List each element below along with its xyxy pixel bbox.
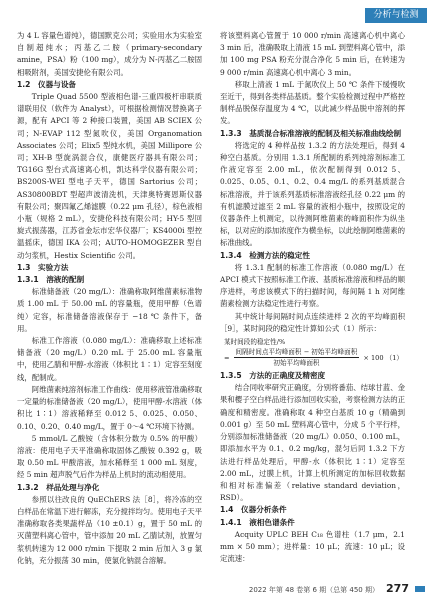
page-footer: [0, 582, 427, 600]
paragraph: Acquity UPLC BEH C₁₈ 色谱柱（1.7 μm，2.1 mm × 50 mm）；进样量：10 μL；流速：10 μL；设定流速：: [220, 529, 405, 564]
heading-1-3-3: 1.3.3 基质混合标准溶液的配制及相关标准曲线绘制: [220, 128, 402, 138]
footer-accent-bar: [415, 586, 425, 592]
paragraph: 5 mmol/L 乙酸铵（含体积分数为 0.5% 的甲酸）溶液：使用电子天平准确称取固体乙酸铵 0.392 g，吸取 0.50 mL 甲酸溶液，加水稀释至 1 000 mL 刻度，经 5 min 超声脱气后作为样品上机时的流动相使用。: [17, 433, 202, 480]
paragraph: 标准储备液（20 mg/L）：准确称取阿维菌素标准物质 1.00 mL 于 50.00 mL 的容量瓶，使用甲醇（色谱纯）定容，标准储备溶液保存于 −18 ℃ 条件下，备用。: [17, 287, 202, 333]
section-tag: 分析与检测: [365, 8, 427, 23]
formula-numerator: 间隔时间点平均峰面积 − 初始平均峰面积: [235, 348, 358, 357]
paragraph: 参照以往改良的 QuEChERS 法［8］，将冷冻的空白样品在常温下进行解冻，充分搅拌均匀。使用电子天平准确称取各类果蔬样品（10 ±0.1）g，置于 50 mL 的灭菌塑料离心管中，管中添加 20 mL 乙腈试剂，放置匀浆机转速为 12 000 r/min 下提取 2 min 后加入 3 g 氯化钠，充分振荡 30 min，使氯化钠混合溶解。: [17, 494, 202, 565]
paragraph: 移取上清液 1 mL 于氮吹仪上 50 ℃ 条件下缓慢吹至近干，得到各类样品基质。整个实验检测过程中严格控制样品脱保存温度为 4 ℃，以此减少样品脱中溶剂的挥发。: [220, 79, 405, 126]
heading-1-3-4: 1.3.4 检测方法的稳定性: [220, 250, 310, 260]
formula-lhs: 某时间段的稳定性/%: [224, 338, 286, 347]
heading-1-4: 1.4 仪器分析条件: [220, 505, 287, 515]
heading-1-3: 1.3 实验方法: [17, 262, 69, 272]
formula-denominator: 初始平均峰面积: [273, 359, 320, 368]
paragraph: Triple Quad 5500 型液相色谱-三重四极杆串联质谱联用仪（软件为 Analyst），可根据检测情况替换离子源，配有 APCI 等 2 种接口装置，美国 AB SCIEX 公司；N-EVAP 112 型氮吹仪，美国 Organomation Associates 公司；Elix5 型纯水机，美国 Millipore 公司；XH-B 型旋涡混合仪，康健医疗器具有限公司；TG16G 型台式高速离心机，凯达科学仪器有限公司；BS200S-WEI 型电子天平，德国 Sartorius 公司；AS30800BDT 型超声波清洗机，天津奥特赛恩斯仪器有限公司；聚四氟乙烯滤膜（0.22 μm 孔径），棕色液相小瓶（规格 2 mL），安捷伦科技有限公司；HY-5 型回旋式振荡器，江苏省金坛市宏华仪器厂；KS4000i 型控温摇床，德国 IKA 公司；AUTO-HOMOGEZER 型自动匀浆机，Hestix Scientific 公司。: [17, 92, 202, 260]
issue-info: 2022 年第 48 卷第 6 期（总第 450 期）: [248, 586, 379, 594]
paragraph: 结合同收率研究正确度，分别将番茄、结球甘蓝、金果和樱子空白样品进行添加回收实验，考察检测方法的正确度和精密度。准确称取 4 种空白基质 10 g（精确到 0.001 g）至 50 mL 塑料离心管中，分成 5 个平行样，分别添加标准储备液（20 mg/L）0.050、0.100 mL，即添加水平为 0.1、0.2 mg/kg，混匀后同 1.3.2 下方法进行样品处理后，甲醇-水（体积比 1∶1）定容至 2.00 mL，过膜上机，计算上机所测定的加标回收数据和相对标准偏差（relative standard deviation，RSD）。: [220, 383, 405, 503]
paragraph: 将该塑料离心管置于 10 000 r/min 高速离心机中离心 3 min 后，准确吸取上清液 15 mL 到塑料离心管中，添加 100 mg PSA 粉充分混合净化 5 min 后，在转速为 9 000 r/min 高速离心机中离心 3 min。: [220, 31, 405, 77]
heading-1-3-1: 1.3.1 溶液的配制: [17, 275, 85, 285]
paragraph: 将 1.3.1 配制的标准工作溶液（0.080 mg/L）在 APCI 模式下按照标准工作液、基质标准溶液和样品的顺序进样，考虑该模式下的扫描时间，每间隔 1 h 对阿维菌素检测方法稳定性进行考察。: [220, 262, 405, 309]
paragraph: 其中统计每间隔时间点连续进样 2 次的平均峰面积［9］，某时间段的稳定性计算如公式（1）所示：: [220, 311, 405, 333]
heading-1-2: 1.2 仪器与设备: [17, 79, 77, 89]
formula-tail: × 100 （1）: [363, 353, 404, 362]
heading-1-3-2: 1.3.2 样品处理与净化: [17, 482, 100, 492]
paragraph: 标准工作溶液（0.080 mg/L）：准确移取上述标准储备液（20 mg/L）0.20 mL 于 25.00 mL 容量瓶中，使用乙腈和甲醇-水溶液（体积比 1∶1）定容至刻度线，配制成。: [17, 336, 202, 382]
heading-1-4-1: 1.4.1 液相色谱条件: [220, 517, 295, 527]
paragraph: 将选定的 4 种样品按 1.3.2 的方法处理后，得到 4 种空白基质。分别用 1.3.1 所配制的系列纯溶剂标准工作液定容至 2.00 mL，依次配制得到 0.012 5、0.025、0.05、0.1、0.2、0.4 mg/L 的系列基质混合标准溶液，并于该系列基质标准溶液经孔径 0.22 μm 的有机滤膜过滤至 2 mL 容量的液相小瓶中，按照设定的仪器条件上机测定，以待测阿维菌素的峰面积作为纵坐标，以对应的添加浓度作为横坐标，以此绘制阿维菌素的标准曲线。: [220, 140, 405, 248]
page-number: 277: [386, 582, 409, 595]
stability-formula: 某时间段的稳定性/% = $\frac{\text{间隔时间点平均峰面积 − 初始平均峰面积}}{\text{初始平均峰面积}}$ × 100 （1）: [224, 338, 404, 368]
left-column: [17, 30, 202, 567]
heading-1-3-5: 1.3.5 方法的正确度及精密度: [220, 371, 326, 381]
paragraph: 阿维菌素纯溶剂标准工作曲线：使用移液管准确移取一定量的标准储备液（20 mg/L），使用甲醇-水溶液（体积比 1∶1）溶液稀释至 0.012 5、0.025、0.050、0.10、0.20、0.40 mg/L，置于 0～4 ℃环境下待测。: [17, 384, 202, 431]
paragraph: 为 4 L 容量色谱纯），德国默克公司；实验用水为实验室自制超纯水；丙基乙二胺（primary-secondary amine，PSA）粉（100 mg），成分为 N-丙基乙二胺固相吸附剂，美国安捷伦有限公司。: [17, 31, 202, 77]
right-column: [220, 30, 405, 565]
